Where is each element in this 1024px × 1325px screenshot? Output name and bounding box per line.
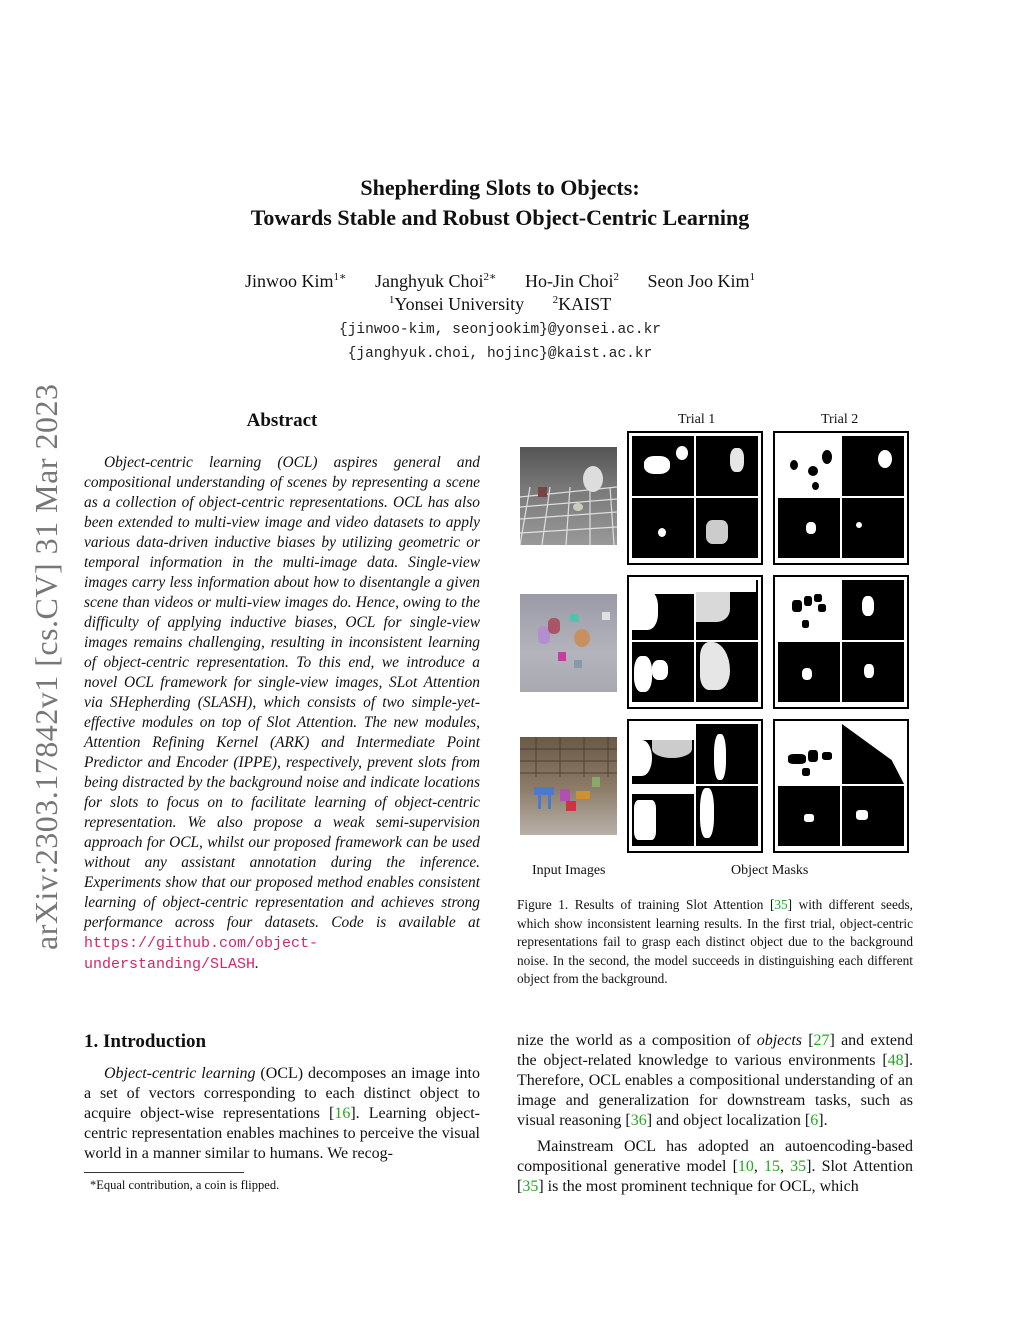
mask-cell (842, 436, 904, 496)
citation-link[interactable]: 16 (334, 1105, 351, 1122)
mask-cell (632, 580, 694, 640)
mask-cell (778, 642, 840, 702)
mask-cell (632, 724, 694, 784)
arxiv-stamp: arXiv:2303.17842v1 [cs.CV] 31 Mar 2023 (28, 383, 64, 950)
footnote-rule (84, 1172, 244, 1173)
citation-link[interactable]: 35 (774, 897, 788, 912)
email-line-2: {janghyuk.choi, hojinc}@kaist.ac.kr (347, 346, 653, 362)
grid-floor-icon (520, 447, 617, 545)
mask-cell (778, 786, 840, 846)
affiliation-2: $^2$KAIST (552, 294, 612, 314)
mask-cell (632, 642, 694, 702)
code-link[interactable]: https://github.com/object- understanding/SLASH (84, 935, 319, 973)
mask-cell (696, 786, 758, 846)
email-line-1: {jinwoo-kim, seonjookim}@yonsei.ac.kr (339, 322, 661, 338)
citation-link[interactable]: 36 (630, 1112, 647, 1129)
intro-right-column: nize the world as a composition of objects [27] and extend the object-related knowledge to various environments [48]. Therefore, OCL enables a compositional understanding of an image and generalization for downstream tasks, such as visual reasoning [36] and object localization [6]. Mainstream OCL has adopted an autoencoding-based compositional generative model [10, 15, 35]. Slot Attention [35] is the most prominent technique for OCL, which (517, 1032, 914, 1195)
abstract-heading: Abstract (246, 410, 318, 431)
mask-grid-row3-trial2 (773, 719, 909, 853)
abstract-text: Object-centric learning (OCL) aspires general and compositional understanding of scenes by representing a scene as a collection of object-centric representations. OCL has also been extended to multi-view image and video datasets to apply various data-driven inductive biases by utilizing geometric or temporal information in the multi-image data. Single-view images carry less information about how to disentangle a given scene than videos or multi-view images do. Hence, owing to the difficulty of applying inductive biases, OCL for single-view images remains challenging, resulting in inconsistent learning of object-centric representation. To this end, we introduce a novel OCL framework for single-view images, SLot Attention via SHepherding (SLASH), which consists of two simple-yet-effective modules on top of Slot Attention. The new modules, Attention Refining Kernel (ARK) and Intermediate Point Predictor and Encoder (IPPE), respectively, prevent slots from being distracted by the background noise and indicate locations for slots to focus on to facilitate learning of object-centric representation. We also propose a weak semi-supervision approach for OCL, whilst our proposed framework can be used without any assistant annotation during the inference. Experiments show that our proposed method enables consistent learning of object-centric representation and achieves strong performance across four datasets. Code is available at (84, 454, 480, 931)
mask-cell (842, 642, 904, 702)
input-image-1 (520, 447, 617, 545)
citation-link[interactable]: 35 (522, 1178, 539, 1195)
paper-title-line2: Towards Stable and Robust Object-Centric Learning (250, 205, 750, 230)
input-image-2 (520, 594, 617, 692)
citation-link[interactable]: 35 (790, 1158, 807, 1175)
author-1: Jinwoo Kim$^{1∗}$ (244, 271, 347, 291)
mask-cell (778, 436, 840, 496)
paper-title-line1: Shepherding Slots to Objects: (360, 175, 640, 200)
mask-grid-row2-trial1 (627, 575, 763, 709)
mask-grid-row2-trial2 (773, 575, 909, 709)
mask-grid-row1-trial1 (627, 431, 763, 565)
abstract-body: Object-centric learning (OCL) aspires general and compositional understanding of scenes by representing a scene as a collection of object-centric representations. OCL has also been extended to multi-view image and video datasets to apply various data-driven inductive biases by utilizing geometric or temporal information in the multi-image data. Single-view images carry less information about how to disentangle a given scene than videos or multi-view images do. Hence, owing to the difficulty of applying inductive biases, OCL for single-view images remains challenging, resulting in inconsistent learning of object-centric representation. To this end, we introduce a novel OCL framework for single-view images, SLot Attention via SHepherding (SLASH), which consists of two simple-yet-effective modules on top of Slot Attention. The new modules, Attention Refining Kernel (ARK) and Intermediate Point Predictor and Encoder (IPPE), respectively, prevent slots from being distracted by the background noise and indicate locations for slots to focus on to facilitate learning of object-centric representation. We also propose a weak semi-supervision approach for OCL, whilst our proposed framework can be used without any assistant annotation during the inference. Experiments show that our proposed method enables consistent learning of object-centric representation and achieves strong performance across four datasets. Code is available at https://github.com/object- understanding/SLASH. (84, 454, 480, 973)
intro-heading: 1. Introduction (84, 1031, 207, 1052)
mask-cell (842, 498, 904, 558)
author-4: Seon Joo Kim$^1$ (647, 271, 756, 291)
citation-link[interactable]: 6 (810, 1112, 819, 1129)
footnote: *Equal contribution, a coin is flipped. (90, 1178, 280, 1192)
object-masks-label: Object Masks (731, 863, 809, 878)
citation-link[interactable]: 15 (764, 1158, 781, 1175)
mask-cell (632, 786, 694, 846)
mask-cell (842, 580, 904, 640)
mask-grid-row3-trial1 (627, 719, 763, 853)
affiliation-1: $^1$Yonsei University (388, 294, 525, 314)
mask-cell (778, 580, 840, 640)
mask-cell (696, 642, 758, 702)
citation-link[interactable]: 48 (887, 1052, 904, 1069)
mask-cell (696, 436, 758, 496)
author-3: Ho-Jin Choi$^2$ (524, 271, 619, 291)
mask-cell (632, 498, 694, 558)
room-scene-icon (520, 737, 617, 835)
author-2: Janghyuk Choi$^{2∗}$ (374, 271, 497, 291)
intro-left-column: Object-centric learning (OCL) decomposes an image into a set of vectors corresponding to each distinct object to acquire object-wise representations [16]. Learning object-centric representation enables machines to perceive the visual world in a manner similar to humans. We recog- (84, 1065, 481, 1162)
affiliations (0, 294, 1000, 315)
trial1-label: Trial 1 (678, 412, 716, 427)
mask-cell (842, 724, 904, 784)
objects-scene-icon (520, 594, 617, 692)
figure-caption: Figure 1. Results of training Slot Attention [35] with different seeds, which show inconsistent learning results. In the first trial, object-centric representations fail to grasp each distinct object due to the background noise. In the second, the model succeeds in distinguishing each different object from the background. (517, 897, 913, 986)
mask-cell (842, 786, 904, 846)
input-image-3 (520, 737, 617, 835)
mask-cell (632, 436, 694, 496)
input-images-label: Input Images (532, 863, 606, 878)
citation-link[interactable]: 27 (813, 1032, 830, 1049)
mask-cell (778, 724, 840, 784)
mask-cell (696, 580, 758, 640)
mask-cell (696, 498, 758, 558)
author-list (0, 270, 1000, 292)
citation-link[interactable]: 10 (737, 1158, 754, 1175)
mask-cell (696, 724, 758, 784)
mask-cell (778, 498, 840, 558)
mask-grid-row1-trial2 (773, 431, 909, 565)
trial2-label: Trial 2 (821, 412, 859, 427)
